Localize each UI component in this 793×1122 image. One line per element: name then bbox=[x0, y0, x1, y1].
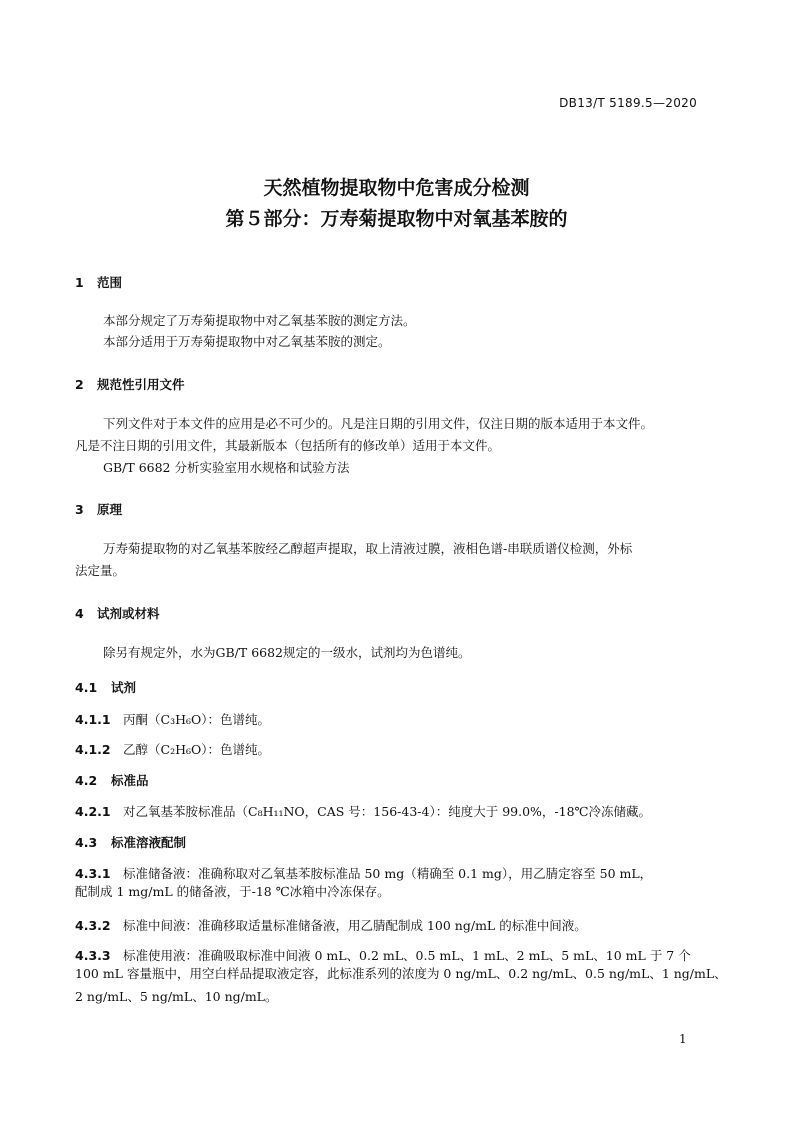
clause-text: 对乙氧基苯胺标准品（C₈H₁₁NO，CAS 号：156-43-4）：纯度大于 99.0%，-18℃冷冻储藏。 bbox=[123, 804, 652, 819]
clause-text-line-1: 标准储备液：准确称取对乙氧基苯胺标准品 50 mg（精确至 0.1 mg），用乙腈定容至 50 mL， bbox=[123, 866, 653, 881]
clause-4-3-3-line-2: 100 mL 容量瓶中，用空白样品提取液定容，此标准系列的浓度为 0 ng/mL、0.2 ng/mL、0.5 ng/mL、1 ng/mL、 bbox=[75, 966, 727, 981]
section-number: 2 bbox=[75, 377, 84, 392]
section-4-paragraph: 除另有规定外，水为GB/T 6682规定的一级水，试剂均为色谱纯。 bbox=[103, 645, 471, 660]
section-title: 规范性引用文件 bbox=[97, 377, 185, 392]
clause-text-line-1: 标准使用液：准确吸取标准中间液 0 mL、0.2 mL、0.5 mL、1 mL、2 mL、5 mL、10 mL 于 7 个 bbox=[123, 948, 691, 963]
clause-number: 4.2.1 bbox=[75, 804, 111, 819]
clause-number: 4.3.1 bbox=[75, 866, 111, 881]
title-line-2: 第５部分：万寿菊提取物中对氧基苯胺的 bbox=[225, 208, 568, 230]
section-title: 范围 bbox=[97, 275, 123, 290]
clause-4-3-3-line-3: 2 ng/mL、5 ng/mL、10 ng/mL。 bbox=[75, 989, 278, 1004]
clause-4-3-2 bbox=[75, 916, 587, 934]
standard-code: DB13/T 5189.5—2020 bbox=[559, 96, 697, 110]
section-2-paragraph-line-2: 凡是不注日期的引用文件，其最新版本（包括所有的修改单）适用于本文件。 bbox=[75, 438, 501, 453]
clause-4-3-1-line-2: 配制成 1 mg/mL 的储备液，于-18 ℃冰箱中冷冻保存。 bbox=[75, 884, 390, 899]
clause-number: 4.1.1 bbox=[75, 712, 111, 727]
section-1-heading bbox=[75, 273, 122, 291]
section-4-1-heading bbox=[75, 678, 136, 696]
section-number: 1 bbox=[75, 275, 84, 290]
section-2-paragraph-line-1: 下列文件对于本文件的应用是必不可少的。凡是注日期的引用文件，仅注日期的版本适用于本文件。 bbox=[103, 416, 654, 431]
clause-text: 乙醇（C₂H₆O）：色谱纯。 bbox=[123, 742, 270, 757]
section-title: 原理 bbox=[97, 502, 123, 517]
section-title: 试剂 bbox=[111, 680, 137, 695]
section-4-3-heading bbox=[75, 833, 186, 851]
normative-reference: GB/T 6682 分析实验室用水规格和试验方法 bbox=[103, 460, 350, 475]
section-3-paragraph-line-2: 法定量。 bbox=[75, 563, 126, 578]
section-title: 标准溶液配制 bbox=[111, 835, 187, 850]
section-title: 试剂或材料 bbox=[97, 606, 160, 621]
clause-4-1-2 bbox=[75, 740, 270, 758]
section-number: 4.2 bbox=[75, 773, 98, 788]
clause-4-2-1 bbox=[75, 802, 651, 820]
section-3-heading bbox=[75, 500, 122, 518]
clause-number: 4.3.3 bbox=[75, 948, 111, 963]
section-number: 4.1 bbox=[75, 680, 98, 695]
page-number: 1 bbox=[679, 1032, 687, 1046]
clause-text: 标准中间液：准确移取适量标准储备液，用乙腈配制成 100 ng/mL 的标准中间液。 bbox=[123, 918, 587, 933]
section-2-heading bbox=[75, 375, 185, 393]
title-line-1: 天然植物提取物中危害成分检测 bbox=[263, 177, 530, 199]
clause-number: 4.3.2 bbox=[75, 918, 111, 933]
clause-text: 丙酮（C₃H₆O）：色谱纯。 bbox=[123, 712, 270, 727]
section-4-heading bbox=[75, 604, 160, 622]
section-number: 4.3 bbox=[75, 835, 98, 850]
clause-number: 4.1.2 bbox=[75, 742, 111, 757]
section-number: 4 bbox=[75, 606, 84, 621]
section-4-2-heading bbox=[75, 771, 149, 789]
section-1-paragraph-1: 本部分规定了万寿菊提取物中对乙氧基苯胺的测定方法。 bbox=[103, 313, 416, 328]
section-3-paragraph-line-1: 万寿菊提取物的对乙氧基苯胺经乙醇超声提取，取上清液过膜，液相色谱-串联质谱仪检测，外标 bbox=[103, 541, 633, 556]
clause-4-1-1 bbox=[75, 710, 270, 728]
section-1-paragraph-2: 本部分适用于万寿菊提取物中对乙氧基苯胺的测定。 bbox=[103, 334, 391, 349]
section-title: 标准品 bbox=[111, 773, 149, 788]
section-number: 3 bbox=[75, 502, 84, 517]
